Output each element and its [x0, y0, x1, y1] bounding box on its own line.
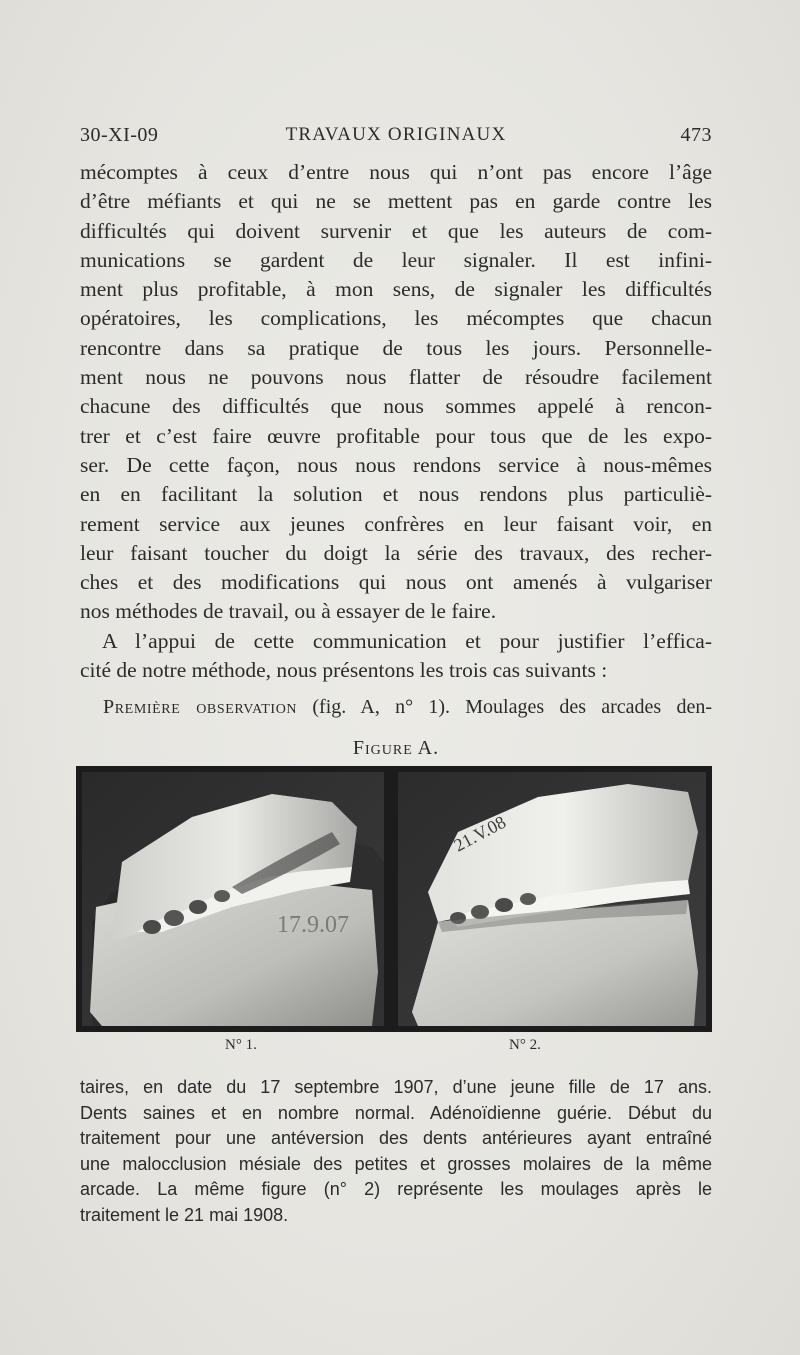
page-number: 473 — [680, 124, 712, 146]
text-line: rement service aux jeunes confrères en leur faisant voir, en — [80, 511, 712, 536]
text-line: cité de notre méthode, nous présentons les trois cas suivants : — [80, 658, 608, 683]
observation-heading-line — [103, 696, 712, 719]
observation-text: (fig. A, n° 1). Moulages des arcades den- — [312, 696, 713, 718]
body-text — [80, 158, 712, 685]
cast-inscription-1: 17.9.07 — [277, 912, 349, 938]
figure-photographs — [76, 766, 712, 1032]
text-line: trer et c’est faire œuvre profitable pour tous que de les expo- — [80, 423, 712, 448]
figure-caption-2: N° 2. — [509, 1037, 541, 1053]
dental-cast-photo-1 — [82, 772, 384, 1026]
text-line: d’être méfiants et qui ne se mettent pas en garde contre les — [80, 189, 712, 214]
figure-title: Figure A. — [352, 737, 440, 759]
issue-date: 30-XI-09 — [80, 124, 159, 146]
caption-line: traitement pour une antéversion des dents antérieures ayant entraîné — [80, 1128, 712, 1149]
text-line: difficultés qui doivent survenir et que les auteurs de com- — [80, 218, 712, 243]
caption-line: Dents saines et en nombre normal. Adénoïdienne guérie. Début du — [80, 1102, 712, 1123]
text-line: ment nous ne pouvons nous flatter de résoudre facilement — [80, 365, 712, 390]
text-line: ches et des modifications qui nous ont amenés à vulgariser — [80, 570, 712, 595]
text-line: en en facilitant la solution et nous rendons plus particuliè- — [80, 482, 712, 507]
text-line: leur faisant toucher du doigt la série des travaux, des recher- — [80, 540, 712, 565]
text-line: chacune des difficultés que nous sommes appelé à rencon- — [80, 394, 712, 419]
caption-line: taires, en date du 17 septembre 1907, d’une jeune fille de 17 ans. — [80, 1077, 712, 1097]
text-line: ser. De cette façon, nous nous rendons service à nous-mêmes — [80, 452, 712, 477]
text-line: munications se gardent de leur signaler. Il est infini- — [80, 247, 712, 272]
text-line: nos méthodes de travail, ou à essayer de le faire. — [80, 599, 497, 624]
caption-line: arcade. La même figure (n° 2) représente les moulages après le — [80, 1179, 712, 1200]
figure-caption-1: N° 1. — [225, 1037, 257, 1053]
text-line: rencontre dans sa pratique de tous les jours. Personnelle- — [80, 335, 712, 360]
observation-text-block — [80, 1075, 712, 1229]
running-head — [80, 124, 712, 150]
cast-inscription-2: 21.V.08 — [450, 811, 510, 856]
section-title: TRAVAUX ORIGINAUX — [285, 124, 507, 145]
caption-line: une malocclusion mésiale des petites et grosses molaires de la même — [80, 1153, 712, 1174]
text-line: mécomptes à ceux d’entre nous qui n’ont pas encore l’âge — [80, 160, 712, 184]
text-line: opératoires, les complications, les mécomptes que chacun — [80, 306, 712, 331]
text-line: ment plus profitable, à mon sens, de signaler les difficultés — [80, 277, 712, 302]
text-line: A l’appui de cette communication et pour justifier l’effica- — [102, 628, 712, 653]
observation-heading: Première observation — [103, 696, 298, 718]
caption-line: traitement le 21 mai 1908. — [80, 1204, 289, 1225]
dental-cast-photo-2 — [398, 772, 706, 1026]
